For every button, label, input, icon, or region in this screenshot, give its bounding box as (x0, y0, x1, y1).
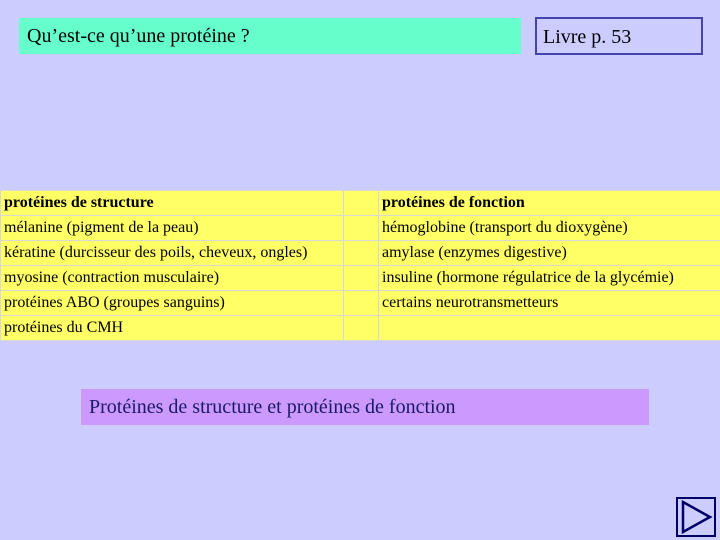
protein-table (0, 190, 720, 341)
next-slide-button[interactable] (676, 497, 716, 537)
table-header-row (1, 191, 720, 216)
structure-cell: kératine (durcisseur des poils, cheveux, ongles) (1, 241, 344, 266)
spacer-cell (344, 291, 379, 316)
slide-title: Qu’est-ce qu’une protéine ? (19, 18, 521, 54)
table-row (1, 291, 720, 316)
function-cell: insuline (hormone régulatrice de la glycémie) (379, 266, 720, 291)
table-row (1, 266, 720, 291)
spacer-cell (344, 216, 379, 241)
header-structure: protéines de structure (1, 191, 344, 216)
function-cell: amylase (enzymes digestive) (379, 241, 720, 266)
spacer-cell (344, 316, 379, 341)
play-triangle-icon (678, 499, 714, 535)
book-reference: Livre p. 53 (535, 17, 703, 55)
function-cell: hémoglobine (transport du dioxygène) (379, 216, 720, 241)
spacer-cell (344, 241, 379, 266)
header-function: protéines de fonction (379, 191, 720, 216)
function-cell (379, 316, 720, 341)
spacer-cell (344, 266, 379, 291)
structure-cell: protéines du CMH (1, 316, 344, 341)
structure-cell: mélanine (pigment de la peau) (1, 216, 344, 241)
function-cell: certains neurotransmetteurs (379, 291, 720, 316)
structure-cell: protéines ABO (groupes sanguins) (1, 291, 344, 316)
table-row (1, 241, 720, 266)
table-row (1, 316, 720, 341)
table-row (1, 216, 720, 241)
spacer-cell (344, 191, 379, 216)
caption-text: Protéines de structure et protéines de fonction (81, 389, 649, 425)
structure-cell: myosine (contraction musculaire) (1, 266, 344, 291)
